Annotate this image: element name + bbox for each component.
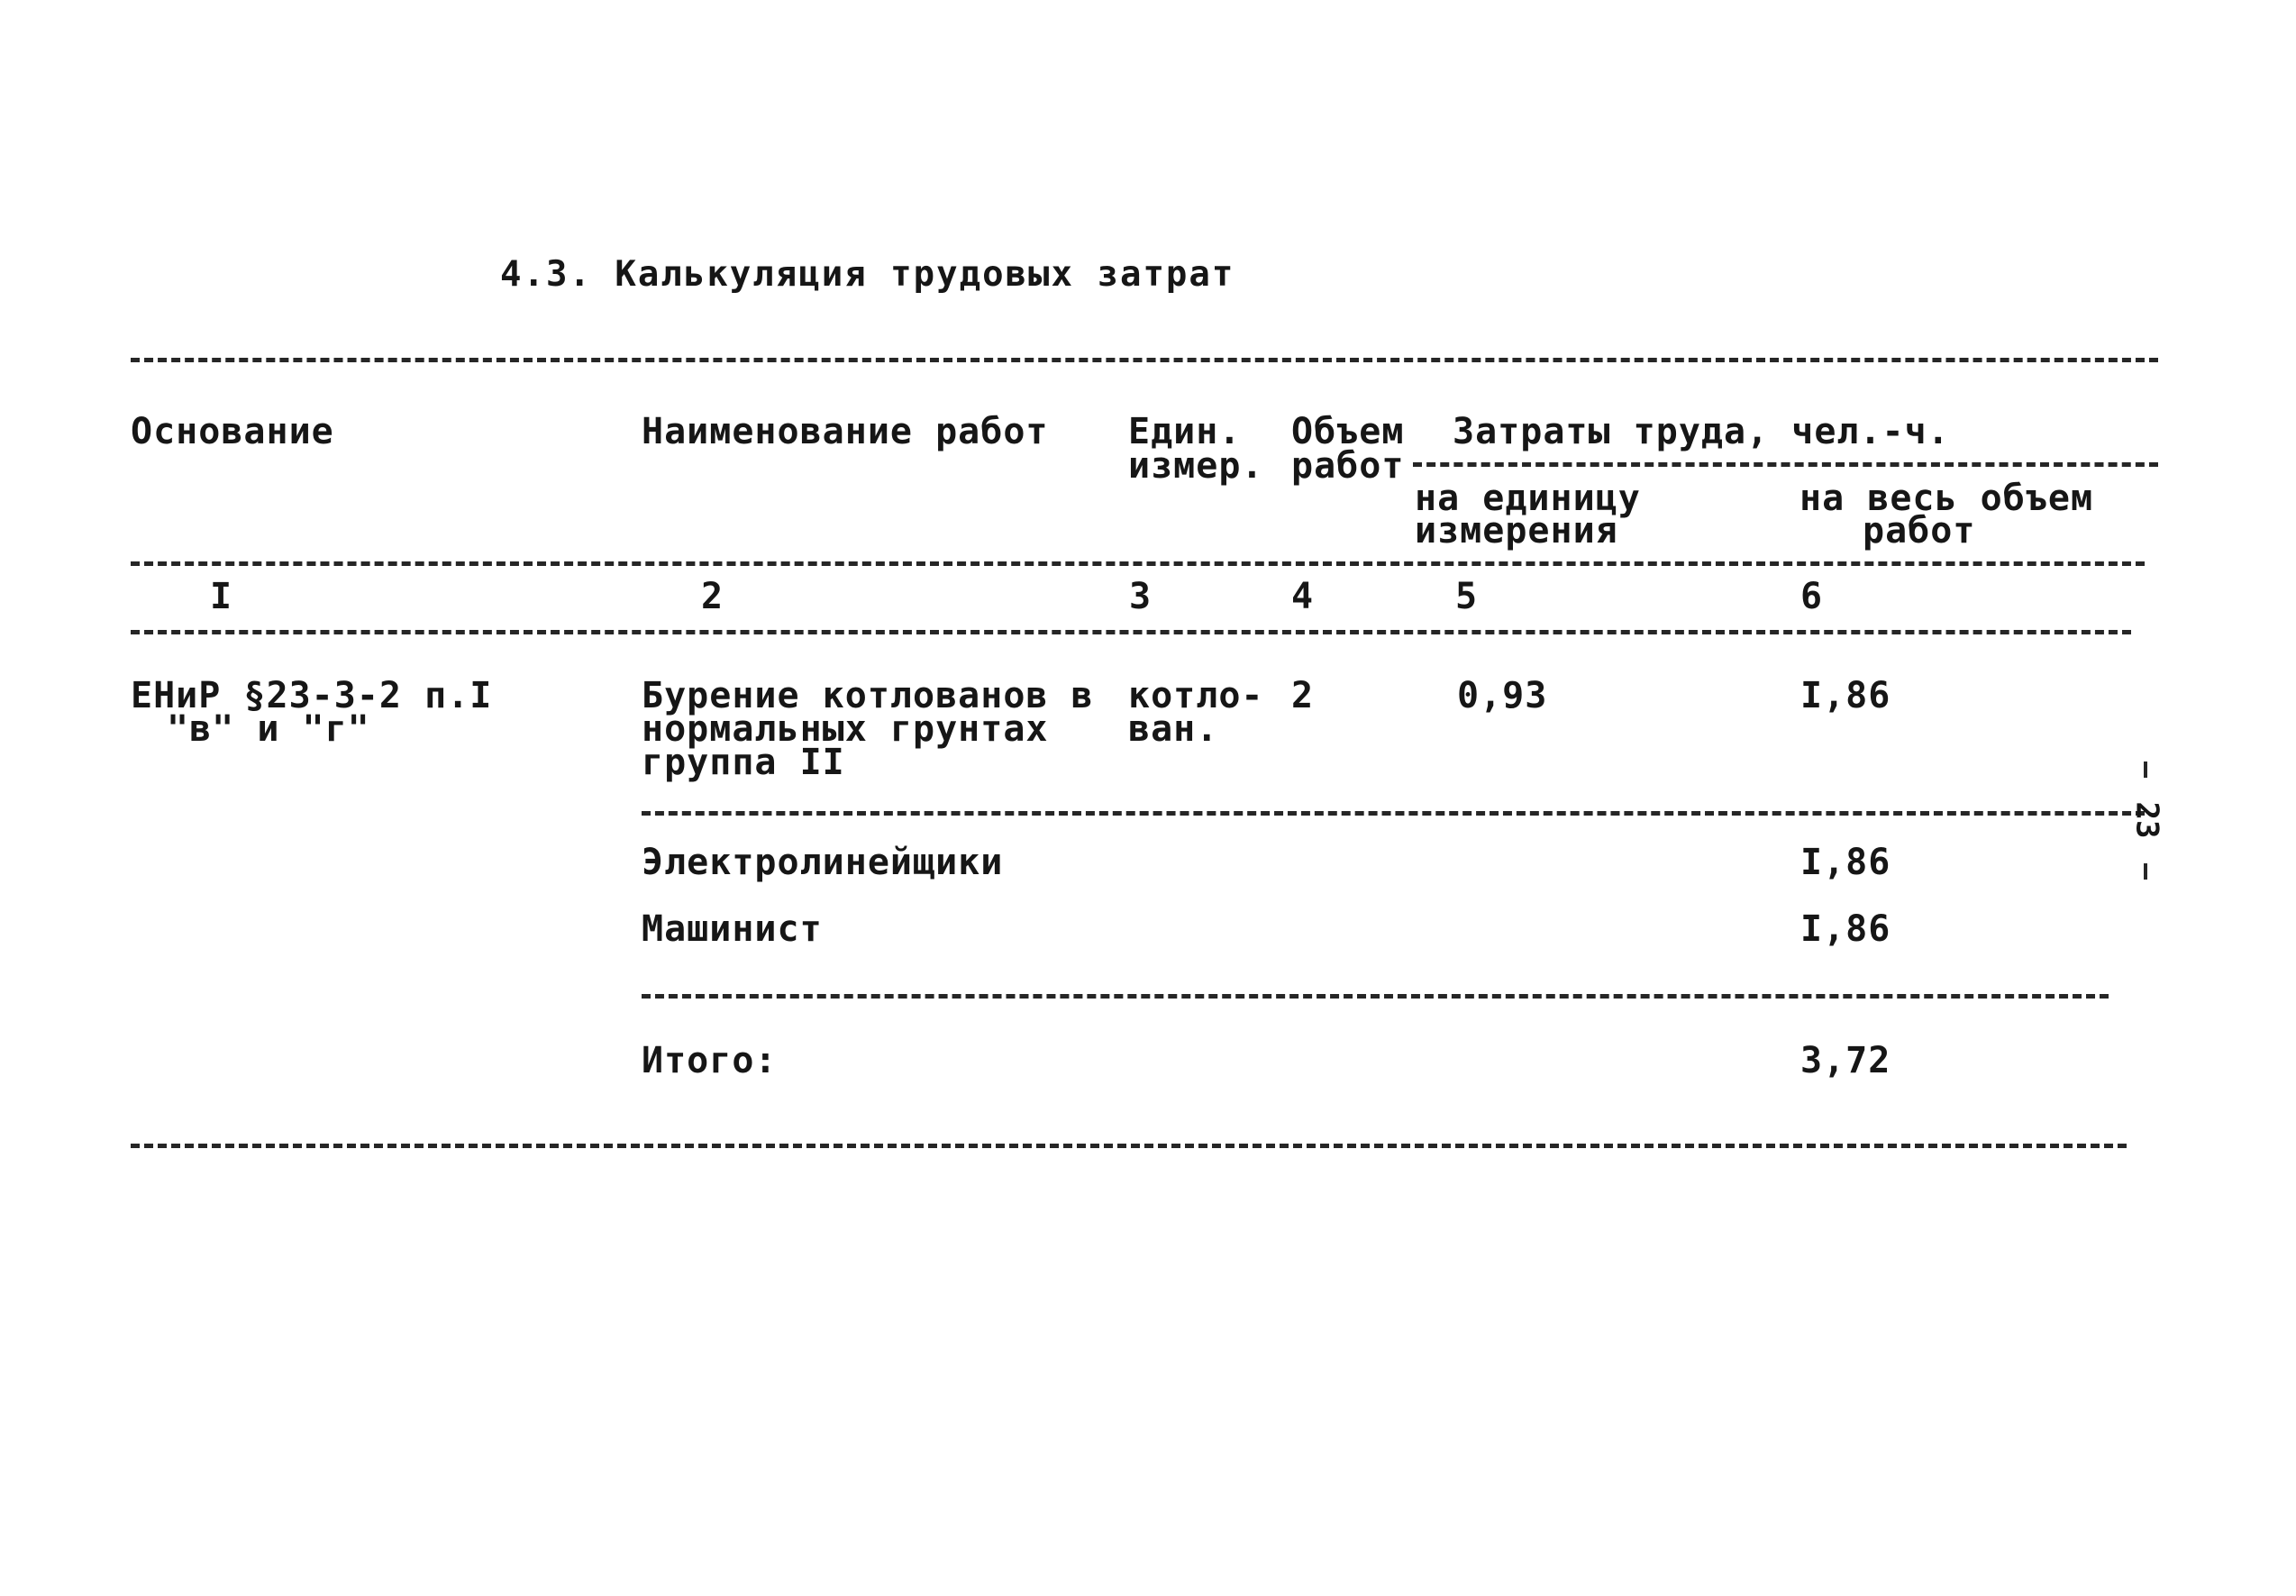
header-work-name: Наименование работ [642, 411, 1049, 452]
header-unit-line1: Един. [1128, 411, 1242, 452]
summary-label: Итого: [642, 1040, 778, 1081]
row-unit-line1: котло- [1128, 675, 1264, 716]
row-unit-line2: ван. [1128, 708, 1219, 750]
table-top-rule [131, 358, 2158, 362]
header-total-line1: на весь объем [1799, 478, 2094, 519]
header-volume-line1: Объем [1291, 411, 1405, 452]
page-marker-number: 23 [2128, 801, 2165, 839]
worker-value: I,86 [1800, 908, 1891, 950]
column-number-3: 3 [1129, 576, 1153, 617]
section-title: 4.3. Калькуляция трудовых затрат [500, 254, 1235, 295]
column-number-5: 5 [1455, 576, 1479, 617]
row-per-unit: 0,93 [1457, 675, 1548, 716]
column-numbers-rule [131, 630, 2131, 634]
worker-value: I,86 [1800, 842, 1891, 883]
page-marker-tick-top [2144, 762, 2147, 778]
header-volume-line2: работ [1291, 445, 1405, 487]
column-number-6: 6 [1800, 576, 1824, 617]
workers-top-rule [642, 811, 2145, 816]
header-unit-line2: измер. [1128, 445, 1264, 487]
header-basis: Основание [131, 411, 334, 452]
summary-value: 3,72 [1800, 1040, 1891, 1081]
header-per-unit-line2: измерения [1415, 510, 1618, 552]
header-group-rule [1413, 462, 2158, 467]
row-work-line2: нормальных грунтах [642, 708, 1049, 750]
page-marker-tick-bottom [2144, 863, 2147, 880]
row-basis-line2: "в" и "г" [167, 708, 370, 750]
row-work-line3: группа II [642, 742, 845, 783]
row-basis-line1: ЕНиР §23-3-2 п.I [131, 675, 493, 716]
worker-name: Электролинейщики [642, 842, 1004, 883]
header-labor-costs: Затраты труда, чел.-ч. [1453, 411, 1950, 452]
row-total: I,86 [1800, 675, 1891, 716]
row-volume: 2 [1291, 675, 1315, 716]
column-number-2: 2 [701, 576, 724, 617]
table-bottom-rule [131, 1144, 2127, 1148]
header-bottom-rule [131, 561, 2145, 566]
column-number-4: 4 [1291, 576, 1315, 617]
header-per-unit-line1: на единицу [1415, 478, 1641, 519]
header-total-line2: работ [1863, 510, 1976, 552]
worker-name: Машинист [642, 908, 823, 950]
row-work-line1: Бурение котлованов в [642, 675, 1094, 716]
column-number-1: I [210, 576, 233, 617]
summary-top-rule [642, 994, 2109, 999]
